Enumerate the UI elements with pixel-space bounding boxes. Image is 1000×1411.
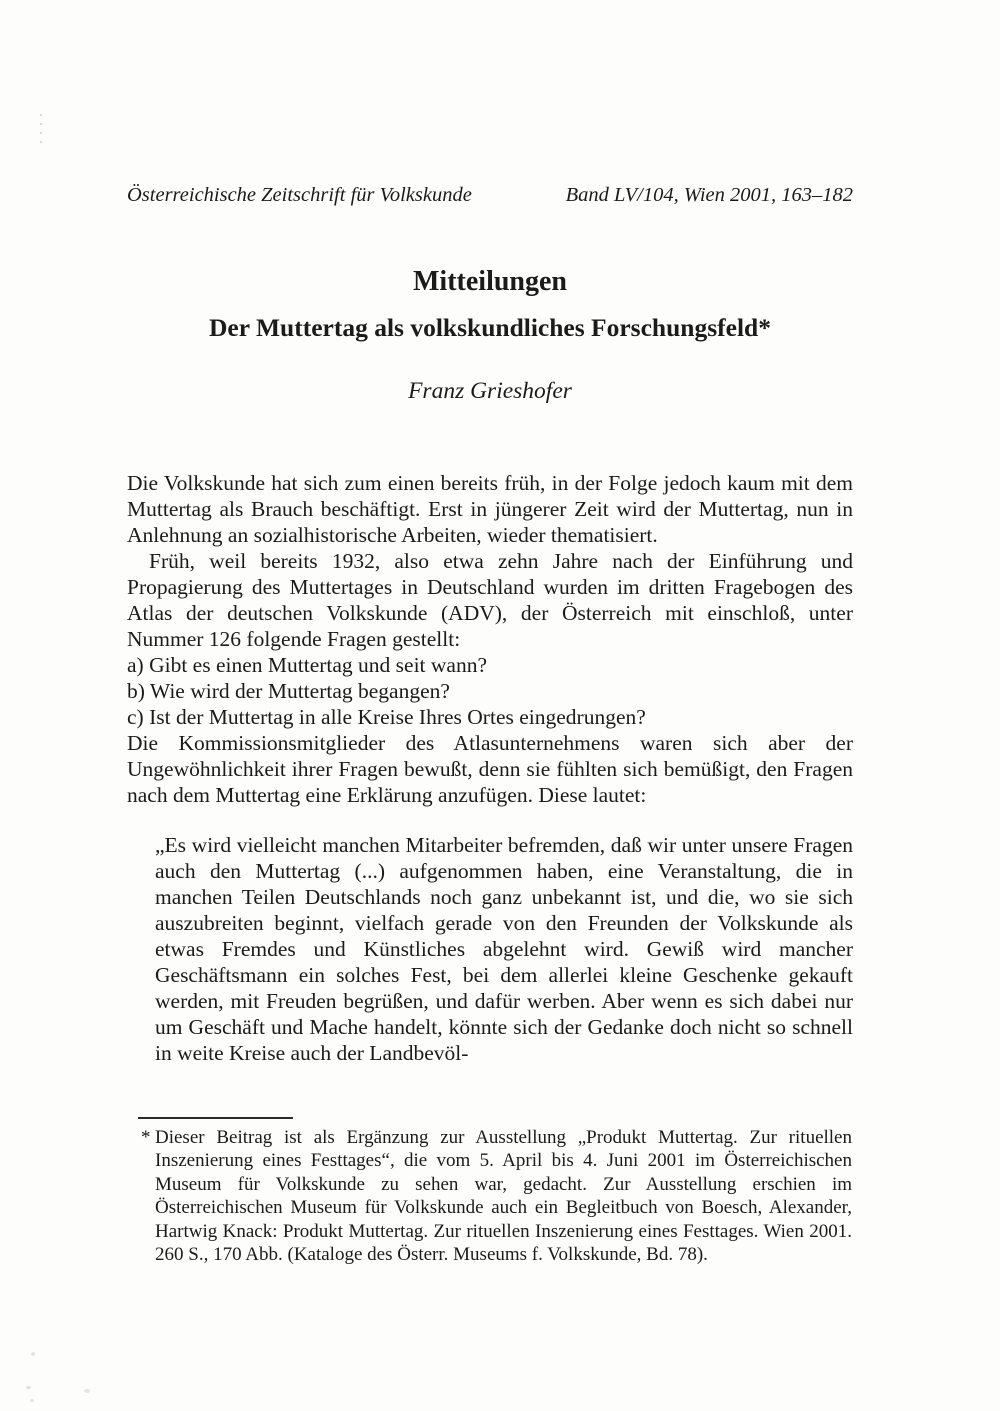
scan-artifact	[26, 1386, 31, 1389]
footnote-marker: *	[141, 1127, 151, 1148]
footnote	[141, 1126, 852, 1266]
question-item-a: a) Gibt es einen Muttertag und seit wann?	[127, 653, 488, 677]
author-name: Franz Grieshofer	[408, 378, 572, 404]
paragraph-3: Die Kommissionsmitglieder des Atlasunternehmens waren sich aber der Ungewöhnlichkeit ihrer Fragen bewußt, denn sie fühlten sich bemüßigt, den Fragen nach dem Muttertag eine Erklärung anzufügen. Diese lautet:	[127, 731, 853, 807]
question-item-c: c) Ist der Muttertag in alle Kreise Ihres Ortes eingedrungen?	[127, 705, 646, 729]
scan-artifact	[84, 1389, 90, 1393]
article-title: Der Muttertag als volkskundliches Forschungsfeld*	[209, 313, 771, 342]
question-item-b: b) Wie wird der Muttertag begangen?	[127, 679, 450, 703]
paragraph-1: Die Volkskunde hat sich zum einen bereits früh, in der Folge jedoch kaum mit dem Muttertag als Brauch beschäftigt. Erst in jüngerer Zeit wird der Muttertag, nun in Anlehnung an sozialhistorische Arbeiten, wieder thematisiert.	[127, 471, 853, 547]
section-title: Mitteilungen	[413, 266, 567, 297]
running-head	[127, 183, 853, 207]
scan-artifact	[30, 1399, 34, 1402]
block-quote: „Es wird vielleicht manchen Mitarbeiter befremden, daß wir unter unsere Fragen auch den Muttertag (...) aufgenommen haben, eine Veranstaltung, die in manchen Teilen Deutschlands noch ganz unbekannt ist, und die, wo sie sich auszubreiten beginnt, vielfach gerade von den Freunden der Volkskunde als etwas Fremdes und Künstliches abgelehnt wird. Gewiß wird mancher Geschäftsmann ein solches Fest, bei dem allerlei kleine Geschenke gekauft werden, mit Freuden begrüßen, und dafür werben. Aber wenn es sich dabei nur um Geschäft und Mache handelt, könnte sich der Gedanke doch nicht so schnell in weite Kreise auch der Landbevöl-	[155, 833, 853, 1065]
question-list	[127, 652, 853, 730]
scan-artifact	[40, 114, 42, 146]
article-body	[127, 470, 853, 1066]
journal-name: Österreichische Zeitschrift für Volkskunde	[127, 184, 472, 206]
issue-info: Band LV/104, Wien 2001, 163–182	[565, 184, 853, 206]
footnote-text: Dieser Beitrag ist als Ergänzung zur Ausstellung „Produkt Muttertag. Zur rituellen Inszenierung eines Festtages“, die vom 5. April bis 4. Juni 2001 im Österreichischen Museum für Volkskunde zu sehen war, gedacht. Zur Ausstellung erschien im Österreichischen Museum für Volkskunde auch ein Begleitbuch von Boesch, Alexander, Hartwig Knack: Produkt Muttertag. Zur rituellen Inszenierung eines Festtages. Wien 2001. 260 S., 170 Abb. (Kataloge des Österr. Museums f. Volkskunde, Bd. 78).	[155, 1127, 852, 1266]
paragraph-2: Früh, weil bereits 1932, also etwa zehn Jahre nach der Einführung und Propagierung des Muttertages in Deutschland wurden im dritten Fragebogen des Atlas der deutschen Volkskunde (ADV), der Österreich mit einschloß, unter Nummer 126 folgende Fragen gestellt:	[127, 549, 853, 651]
scan-artifact	[31, 1352, 35, 1356]
footnote-divider	[138, 1117, 293, 1119]
